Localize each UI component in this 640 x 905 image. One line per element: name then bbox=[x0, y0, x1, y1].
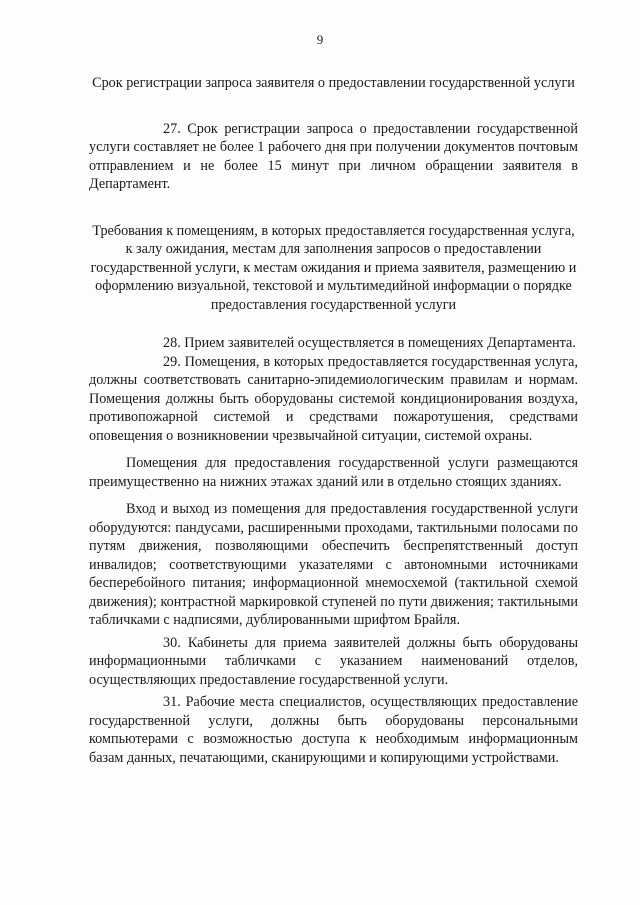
paragraph-text: Прием заявителей осуществляется в помещениях Департамента. bbox=[184, 335, 576, 351]
page-number: 9 bbox=[316, 32, 324, 47]
paragraph-29-location: Помещения для предоставления государственной услуги размещаются преимущественно на нижних этажах зданий или в отдельно стоящих зданиях. bbox=[89, 455, 578, 490]
paragraph-29-accessibility: Вход и выход из помещения для предоставления государственной услуги оборудуются: пандусами, расширенными проходами, тактильными полосами по путям движения, позволяющими обеспечить беспрепятственный доступ инвалидов; соответствующими указателями с автономными источниками бесперебойного питания; информационной мнемосхемой (тактильной схемой движения); контрастной маркировкой ступеней по пути движения; тактильными табличками с надписями, дублированными шрифтом Брайля. bbox=[89, 501, 578, 628]
paragraph-number: 27. bbox=[163, 120, 181, 137]
paragraph-number: 31. bbox=[163, 694, 181, 710]
paragraph-text: Помещения, в которых предоставляется государственная услуга, должны соответствовать санитарно-эпидемиологическим правилам и нормам. Помещения должны быть оборудованы системой кондиционирования воздуха, противопожарной системой и средствами пожаротушения, средствами оповещения о возникновении чрезвычайной ситуации, системой охраны. bbox=[89, 353, 578, 444]
paragraph-28 bbox=[89, 334, 578, 353]
paragraph-27 bbox=[89, 120, 578, 194]
paragraph-29 bbox=[89, 353, 578, 446]
paragraph-31 bbox=[89, 693, 578, 767]
paragraph-number: 30. bbox=[163, 634, 181, 651]
section-heading-premises: Требования к помещениям, в которых предоставляется государственная услуга, к залу ожидания, местам для заполнения запросов о предоставлении государственной услуги, к местам ожидания и приема заявителя, размещению и оформлению визуальной, текстовой и мультимедийной информации о порядке предоставления государственной услуги bbox=[90, 222, 577, 313]
paragraph-text: Кабинеты для приема заявителей должны быть оборудованы информационными табличками с указанием наименований отделов, осуществляющих предоставление государственной услуги. bbox=[89, 634, 578, 688]
paragraph-text: Рабочие места специалистов, осуществляющих предоставление государственной услуги, должны быть оборудованы персональными компьютерами с возможностью доступа к необходимым информационным базам данных, печатающими, сканирующими и копирующими устройствами. bbox=[89, 694, 578, 766]
paragraph-number: 29. bbox=[163, 353, 181, 370]
paragraph-text: Срок регистрации запроса о предоставлении государственной услуги составляет не более 1 рабочего дня при получении документов почтовым отправлением и не более 15 минут при личном обращении заявителя в Департамент. bbox=[89, 120, 578, 192]
paragraph-number: 28. bbox=[163, 335, 181, 351]
document-body bbox=[89, 74, 578, 767]
section-heading-registration: Срок регистрации запроса заявителя о предоставлении государственной услуги bbox=[92, 75, 575, 91]
paragraph-30 bbox=[89, 634, 578, 690]
